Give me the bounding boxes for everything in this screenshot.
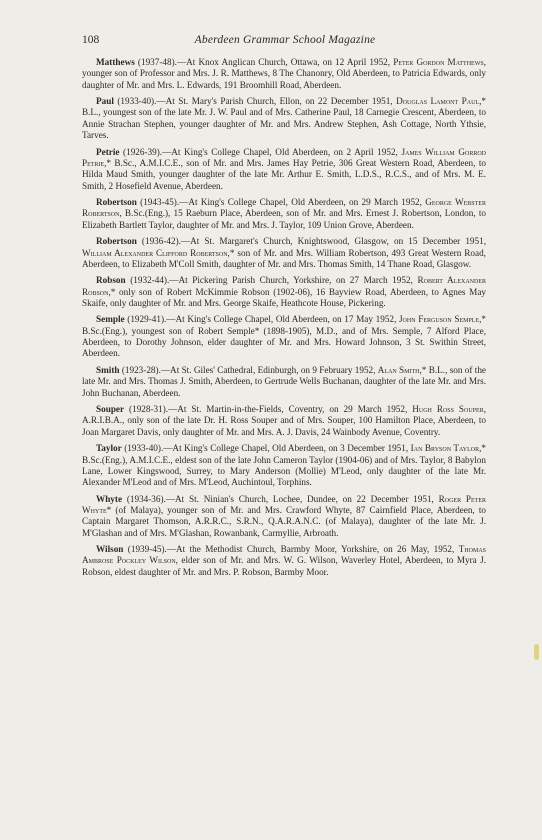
entry-full-name: Roger Peter Whyte* — [82, 493, 486, 515]
entry-full-name: Ian Bryson Taylor,* — [410, 443, 486, 454]
entry-text: (1937-48).—At Knox Anglican Church, Ottawa, on 12 April 1952, — [134, 57, 394, 67]
entry-text: B.L., youngest son of the late Mr. J. W. Paul and of Mrs. Catherine Paul, 18 Carnegie Crescent, Aberdeen, to Annie Strachan Stephen, younger daughter of Mr. and Mrs. Andrew Stephen, Ash Cottage, North Ythsie, Tarves. — [82, 107, 486, 141]
paper-stain — [534, 644, 539, 660]
page-number: 108 — [82, 34, 100, 46]
notice-entry — [82, 197, 486, 231]
entry-text: (1934-36).—At St. Ninian's Church, Lochee, Dundee, on 22 December 1951, — [122, 493, 439, 504]
entry-text: elder son of Mr. and Mrs. W. G. Wilson, Waverley Hotel, Aberdeen, to Myra J. Robson, eldest daughter of Mr. and Mrs. P. Robson, Barmby Moor. — [82, 555, 487, 577]
entry-text: (1939-45).—At the Methodist Church, Barmby Moor, Yorkshire, on 26 May, 1952, — [123, 544, 459, 555]
entry-text: (1933-40).—At St. Mary's Parish Church, Ellon, on 22 December 1951, — [113, 96, 397, 107]
entry-text: (1932-44).—At Pickering Parish Church, Yorkshire, on 27 March 1952, — [125, 275, 418, 286]
entry-surname: Whyte — [96, 493, 123, 504]
notice-entry — [82, 365, 486, 399]
entry-text: B.Sc., A.M.I.C.E., son of Mr. and Mrs. James Hay Petrie, 306 Great Western Road, Aberdeen, to Hilda Maud Smith, younger daughter of the late Mr. Arthur E. Smith, L.D.S., R.C.S., and of Mrs. M. E. Smith, 2 Hosefield Avenue, Aberdeen. — [82, 157, 486, 191]
entry-full-name: Douglas Lamont Paul,* — [396, 96, 486, 107]
entry-surname: Smith — [96, 364, 120, 375]
entry-text: (1926-39).—At King's College Chapel, Old Aberdeen, on 2 April 1952, — [119, 146, 402, 157]
entry-full-name: Peter Gordon Matthews — [393, 57, 484, 67]
entry-full-name: George Webster Robertson, — [82, 197, 486, 219]
entry-text: (1936-42).—At St. Margaret's Church, Knightswood, Glasgow, on 15 December 1951, — [136, 236, 486, 247]
entry-text: , younger son of Professor and Mrs. J. R. Matthews, 8 The Chanonry, Old Aberdeen, to Patricia Edwards, only daughter of Mr. and Mrs. L. Edwards, 191 Broomhill Road, Aberdeen. — [82, 57, 486, 90]
entry-full-name: Robert Alexander Robson,* — [82, 275, 486, 297]
entry-text: (of Malaya), younger son of Mr. and Mrs. Crawford Whyte, 87 Cairnfield Place, Aberdeen, to Captain Margaret Thomson, A.R.R.C., S.R.N., Q.A.R.A.N.C. (of Malaya), daughter of the late Mr. J. M'Glashan and of Mrs. M'Glashan, Rowanbank, Carmyllie, Arbroath. — [82, 504, 486, 538]
notice-entry — [82, 57, 486, 91]
notice-entry — [82, 314, 486, 359]
entry-surname: Wilson — [96, 544, 124, 555]
entry-surname: Robertson — [96, 197, 137, 208]
entry-text: only son of Robert McKimmie Robson (1902-06), 16 Bayview Road, Aberdeen, to Agnes May Skaife, only daughter of Mr. and Mrs. George Skaife, Heathcote House, Pickering. — [82, 286, 486, 308]
entry-text: B.Sc.(Eng.), 15 Raeburn Place, Aberdeen, son of Mr. and Mrs. Ernest J. Robertson, London, to Elizabeth Bartlett Taylor, daughter of Mr. and Mrs. J. Taylor, 109 Union Grove, Aberdeen. — [82, 208, 486, 230]
marriage-notices — [82, 57, 486, 583]
entry-text: B.Sc.(Eng.), A.M.I.C.E., eldest son of the late John Cameron Taylor (1904-06) and of Mrs. Taylor, 8 Babylon Lane, Lower Kingswood, Surrey, to Mary Anderson (Mollie) M'Leod, only daughter of the late Mr. Alexander M'Leod and of Mrs. M'Leod, Auchintoul, Torphins. — [82, 454, 486, 488]
notice-entry — [82, 544, 486, 578]
notice-entry — [82, 275, 486, 309]
entry-text: B.Sc.(Eng.), youngest son of Robert Semple* (1898-1905), M.D., and of Mrs. Semple, 7 Alford Place, Aberdeen, to Dorothy Johnson, elder daughter of Mr. and Mrs. Howard Johnson, 3 St. Swithin Street, Aberdeen. — [82, 325, 486, 359]
entry-full-name: Hugh Ross Souper, — [412, 404, 486, 415]
entry-text: (1929-41).—At King's College Chapel, Old Aberdeen, on 17 May 1952, — [124, 314, 399, 325]
notice-entry — [82, 236, 486, 270]
notice-entry — [82, 96, 486, 141]
entry-surname: Semple — [96, 314, 125, 325]
notice-entry — [82, 443, 486, 488]
entry-surname: Petrie — [96, 146, 120, 157]
entry-text: (1928-31).—At St. Martin-in-the-Fields, Coventry, on 29 March 1952, — [124, 404, 413, 415]
entry-full-name: Alan Smith,* — [377, 364, 427, 375]
entry-text: (1933-40).—At King's College Chapel, Old Aberdeen, on 3 December 1951, — [121, 443, 411, 454]
entry-surname: Souper — [96, 404, 125, 415]
page-header — [82, 34, 488, 50]
entry-full-name: James William Gorrod Petrie,* — [82, 146, 486, 168]
running-title: Aberdeen Grammar School Magazine — [194, 34, 376, 46]
entry-text: (1943-45).—At King's College Chapel, Old Aberdeen, on 29 March 1952, — [136, 197, 426, 208]
entry-surname: Robson — [96, 275, 126, 286]
entry-text: B.L., son of the late Mr. and Mrs. Thomas J. Smith, Aberdeen, to Gertrude Wells Buchanan, daughter of the late Mr. and Mrs. John Buchanan, Aberdeen. — [82, 364, 486, 398]
entry-text: (1923-28).—At St. Giles' Cathedral, Edinburgh, on 9 February 1952, — [119, 364, 378, 375]
notice-entry — [82, 494, 486, 539]
entry-full-name: Thomas Ambrose Pockley Wilson, — [82, 544, 486, 566]
entry-full-name: William Alexander Clifford Robertson,* — [82, 247, 235, 258]
entry-full-name: John Ferguson Semple,* — [398, 314, 486, 325]
entry-text: A.R.I.B.A., only son of the late Dr. H. Ross Souper and of Mrs. Souper, 100 Hamilton Place, Aberdeen, to Joan Margaret Davis, only daughter of Mr. and Mrs. A. J. Davis, 24 Wainbody Avenue, Coventry. — [82, 415, 486, 437]
entry-surname: Matthews — [96, 57, 135, 67]
entry-surname: Paul — [96, 96, 114, 107]
notice-entry — [82, 404, 486, 438]
entry-text: son of Mr. and Mrs. William Robertson, 493 Great Western Road, Aberdeen, to Elizabeth M'Coll Smith, daughter of Mr. and Mrs. Thomas Smith, 14 Thane Road, Glasgow. — [82, 247, 486, 269]
entry-surname: Taylor — [96, 443, 122, 454]
entry-surname: Robertson — [96, 236, 137, 247]
notice-entry — [82, 147, 486, 192]
